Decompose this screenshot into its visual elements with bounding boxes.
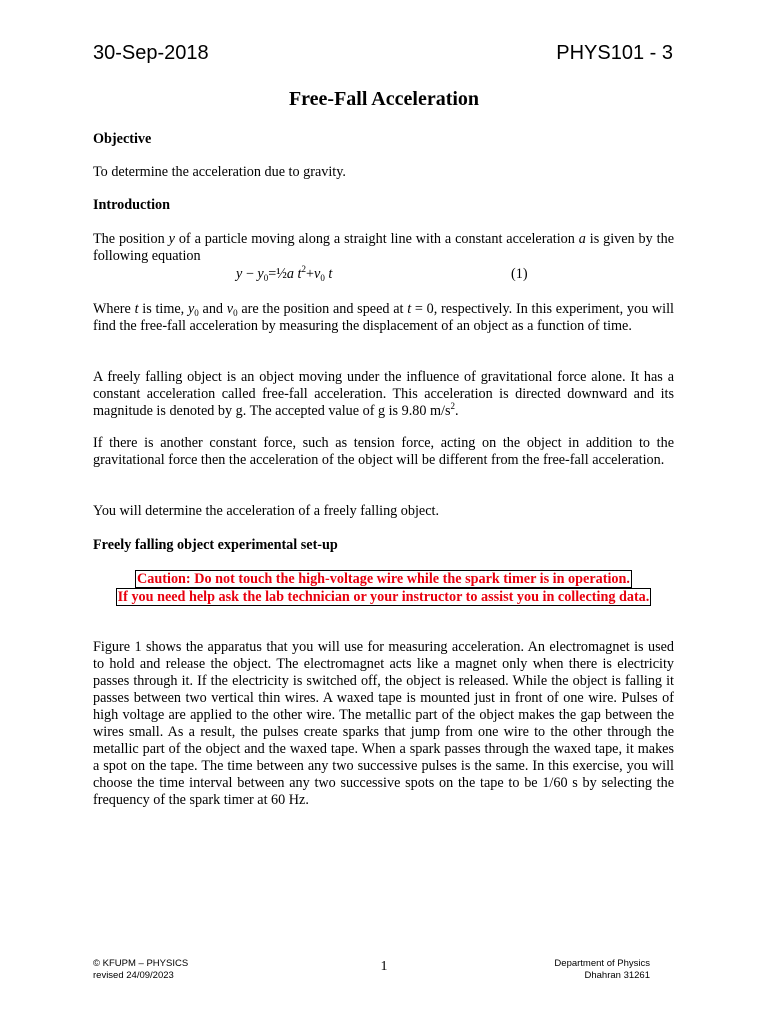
intro-p2-part-a: Where xyxy=(93,301,135,317)
footer-department: Department of Physics xyxy=(554,958,650,969)
equation-number: (1) xyxy=(511,266,528,282)
setup-paragraph: Figure 1 shows the apparatus that you will use for measuring acceleration. An electromagnet is used to hold and release the object. The electromagnet acts like a magnet only when there is electricity passes through it. If the electricity is switched off, the object is released. While the object is falling it passes between two vertical thin wires. A waxed tape is mounted just in front of one wire. Pulses of high voltage are applied to the other wire. The metallic part of the object makes the gap between the wires small. As a result, the pulses create sparks that jump from one wire to the other through the metallic part of the object and the waxed tape. When a spark passes through the waxed tape, it makes a spot on the tape. The time between any two successive pulses is the same. In this exercise, you will choose the time interval between any two successive spots on the tape to be 1/60 s by selecting the frequency of the spark timer at 60 Hz. xyxy=(93,639,674,808)
intro-p2-part-d: are the position and speed at xyxy=(237,301,408,317)
intro-p2-part-c: and xyxy=(198,301,227,317)
intro-p3-text: A freely falling object is an object moving under the influence of gravitational force alone. It has a constant acceleration called free-fall acceleration. This acceleration is directed downward and its magnitude is denoted by g. The accepted value of g is 9.80 m/s xyxy=(93,369,674,419)
introduction-heading: Introduction xyxy=(93,197,170,213)
var-y0: y xyxy=(187,301,195,317)
intro-paragraph-4: If there is another constant force, such as tension force, acting on the object in addition to the gravitational force then the acceleration of the object will be different from the free-fall acceleration. xyxy=(93,435,674,468)
var-y0-sub: 0 xyxy=(194,308,199,318)
eq-exp2: 2 xyxy=(301,264,306,274)
intro-p3-exponent: 2 xyxy=(450,401,455,411)
intro-p1-part-a: The position xyxy=(93,231,169,247)
footer-location: Dhahran 31261 xyxy=(584,969,650,981)
intro-paragraph-1 xyxy=(93,231,674,265)
caution-line-2: If you need help ask the lab technician or your instructor to assist you in collecting data. xyxy=(117,589,650,605)
caution-box xyxy=(111,570,656,606)
footer-copyright: © KFUPM – PHYSICS xyxy=(93,958,189,969)
eq-sub0: 0 xyxy=(263,273,269,283)
eq-t2: t xyxy=(328,266,333,282)
intro-paragraph-2 xyxy=(93,301,674,335)
var-v0: v xyxy=(226,301,234,317)
intro-paragraph-3: A freely falling object is an object moving under the influence of gravitational force alone. It has a constant acceleration called free-fall acceleration. This acceleration is directed downward and its magnitude is denoted by g. The accepted value of g is 9.80 $m/s^2$. xyxy=(93,369,674,419)
intro-p1-part-b: of a particle moving along a straight line with a constant acceleration xyxy=(174,231,579,247)
eq-half: =½ xyxy=(268,266,287,282)
caution-line-1: Caution: Do not touch the high-voltage wire while the spark timer is in operation. xyxy=(137,571,630,587)
eq-y0: y xyxy=(257,266,264,282)
var-y: y xyxy=(168,231,175,247)
var-a: a xyxy=(578,231,586,247)
page-title: Free-Fall Acceleration xyxy=(288,88,480,110)
objective-text: To determine the acceleration due to gravity. xyxy=(93,164,346,180)
eq-y: y xyxy=(236,266,243,282)
objective-heading: Objective xyxy=(93,131,152,147)
eq-sub0b: 0 xyxy=(320,273,325,283)
eq-minus: − xyxy=(242,266,258,282)
header-course: PHYS101 - 3 xyxy=(556,42,673,64)
var-t-2: t xyxy=(407,301,412,317)
footer-revised: revised 24/09/2023 xyxy=(93,969,174,981)
var-t: t xyxy=(134,301,139,317)
intro-p2-part-e: = 0, respectively. In this experiment, you will find the free-fall acceleration by measuring the displacement of an object as a function of time. xyxy=(93,301,674,334)
eq-t: t xyxy=(297,266,302,282)
eq-a: a xyxy=(286,266,294,282)
footer-right xyxy=(554,958,650,981)
var-v0-sub: 0 xyxy=(233,308,238,318)
intro-p2-part-b: is time, xyxy=(138,301,188,317)
page-number: 1 xyxy=(380,959,388,974)
intro-paragraph-5: You will determine the acceleration of a freely falling object. xyxy=(93,503,440,519)
header-date: 30-Sep-2018 xyxy=(93,42,209,64)
setup-heading: Freely falling object experimental set-up xyxy=(93,537,338,553)
intro-p1-part-c: is given by the following equation xyxy=(93,231,674,264)
equation-1 xyxy=(236,266,332,283)
eq-v0: v xyxy=(314,266,321,282)
eq-plus: + xyxy=(305,266,314,282)
